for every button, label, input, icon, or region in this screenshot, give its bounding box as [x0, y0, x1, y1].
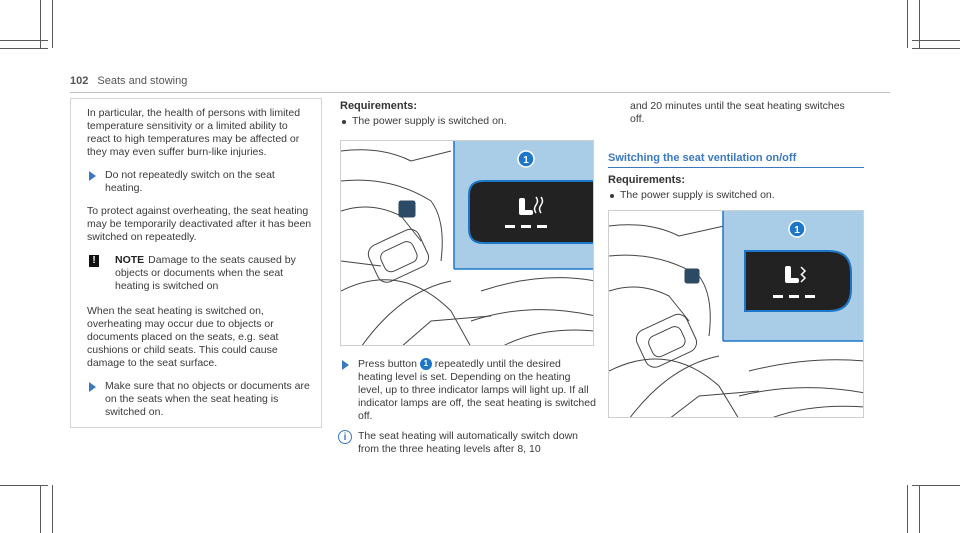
section-title-rule	[608, 167, 864, 168]
step-text: repeatedly until the desired heating level is set. Depending on the heating level, up to three indicator lamps will light up. If all indicator lamps are off, the seat heating is switched off.	[358, 358, 596, 422]
instruction-step	[87, 169, 313, 195]
note-keyword: NOTE	[115, 254, 145, 266]
warning-icon: !	[89, 255, 99, 267]
crop-mark	[907, 485, 908, 533]
seat-ventilation-figure	[608, 210, 864, 418]
requirements-title: Requirements:	[340, 100, 418, 112]
info-text: The seat heating will automatically switch down from the three heating levels after 8, 10	[358, 430, 579, 455]
crop-mark	[52, 485, 53, 533]
instruction-step	[87, 380, 313, 419]
page-number: 102	[70, 75, 89, 87]
requirement-item: The power supply is switched on.	[608, 189, 864, 202]
button-badge: 1	[420, 358, 432, 370]
crop-mark	[40, 485, 41, 533]
callout-number: 1	[523, 155, 529, 166]
step-prefix: Press button	[358, 358, 417, 370]
instruction-step	[340, 358, 596, 423]
dashboard-illustration	[609, 211, 864, 418]
crop-mark	[907, 0, 908, 48]
crop-mark	[0, 40, 48, 41]
section-title: Switching the seat ventilation on/off	[608, 152, 797, 164]
page-header	[70, 75, 187, 87]
crop-mark	[52, 0, 53, 48]
continued-text: and 20 minutes until the seat heating switches off.	[630, 100, 845, 125]
crop-mark	[919, 485, 920, 533]
step-arrow-icon	[342, 360, 349, 370]
crop-mark	[912, 40, 960, 41]
step-text: Make sure that no objects or documents are on the seats when the seat heating is switched on.	[105, 380, 310, 418]
warning-box	[70, 98, 322, 428]
middle-steps	[340, 358, 596, 429]
requirements-title: Requirements:	[608, 174, 686, 186]
section-name: Seats and stowing	[97, 75, 188, 87]
step-arrow-icon	[89, 382, 96, 392]
note-block	[87, 254, 313, 293]
seat-heating-figure	[340, 140, 594, 346]
paragraph: When the seat heating is switched on, overheating may occur due to objects or documents placed on the seats, e.g. seat cushions or child seats. This could cause damage to the seat surface.	[87, 305, 279, 369]
crop-mark	[0, 48, 48, 49]
crop-mark	[912, 485, 960, 486]
paragraph: To protect against overheating, the seat heating may be temporarily deactivated after it has been switched on repeatedly.	[87, 205, 312, 243]
step-arrow-icon	[89, 171, 96, 181]
middle-column	[340, 100, 590, 128]
crop-mark	[912, 48, 960, 49]
info-icon: i	[338, 430, 352, 444]
callout-number: 1	[794, 225, 800, 236]
header-rule	[70, 92, 890, 93]
requirement-item: The power supply is switched on.	[340, 115, 590, 128]
right-requirements	[608, 174, 864, 202]
paragraph: In particular, the health of persons with limited temperature sensitivity or a limited ability to react to high temperatures may be affected or they may even suffer burn-like injuries.	[87, 107, 301, 158]
step-text: Do not repeatedly switch on the seat heating.	[105, 169, 275, 194]
note-text: Damage to the seats caused by objects or documents when the seat heating is switched on	[115, 254, 296, 292]
crop-mark	[0, 485, 48, 486]
dashboard-illustration	[341, 141, 594, 346]
